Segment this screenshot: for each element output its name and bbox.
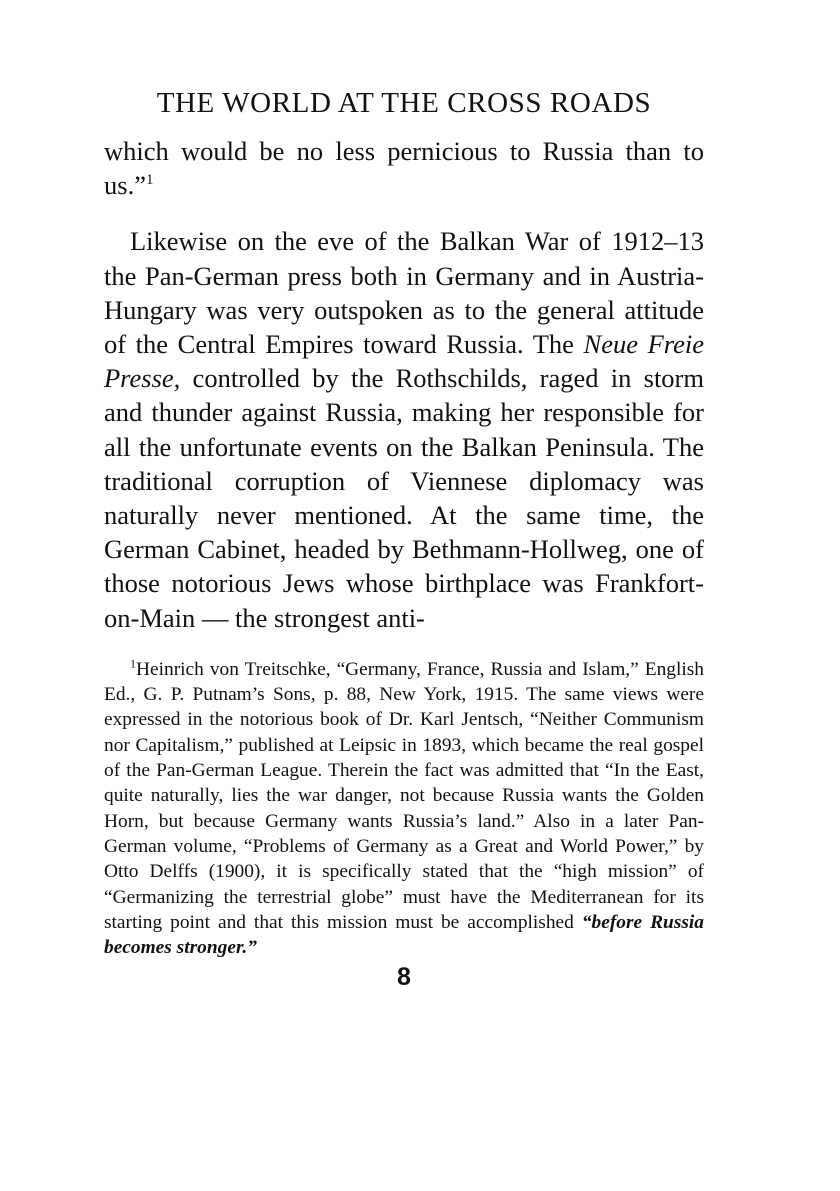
body-paragraph-continued [104,134,704,202]
footnote-text: Heinrich von Treitschke, “Germany, France, Russia and Islam,” English Ed., G. P. Putnam’s Sons, p. 88, New York, 1915. The same views were expressed in the notorious book of Dr. Karl Jentsch, “Neither Communism nor Capitalism,” published at Leipsic in 1893, which became the real gospel of the Pan-German League. Therein the fact was admitted that “In the East, quite naturally, lies the war danger, not because Russia wants the Golden Horn, but because Germany wants Russia’s land.” Also in a later Pan-German volume, “Problems of Germany as a Great and World Power,” by Otto Delffs (1900), it is specifically stated that the “high mission” of “Germanizing the terrestrial globe” must have the Mediterranean for its starting point and that this mission must be accomplished [104,658,704,933]
page-number: 8 [397,963,411,992]
footnote [104,657,704,961]
paragraph-text-continued: controlled by the Rothschilds, raged in storm and thunder against Russia, making her responsible for all the unfortunate events on the Balkan Peninsula. The traditional corruption of Viennese diplomacy was naturally never mentioned. At the same time, the German Cabinet, headed by Bethmann-Hollweg, one of those notorious Jews whose birthplace was Frankfort-on-Main — the strongest anti- [104,363,704,633]
footnote-reference: 1 [145,172,154,189]
footnote-marker: 1 [130,656,136,671]
newspaper-title: Neue Freie Presse, [104,329,704,394]
footnote-emphasis: “before Russia becomes stronger.” [104,911,704,959]
paragraph-text: Likewise on the eve of the Balkan War of 1912–13 the Pan-German press both in Germany and in Austria-Hungary was very outspoken as to the general attitude of the Central Empires toward Russia. The [104,226,704,360]
body-paragraph [104,224,704,634]
book-page [104,84,704,992]
paragraph-text: which would be no less pernicious to Russia than to us.” [104,136,704,201]
running-head: THE WORLD AT THE CROSS ROADS [156,87,652,119]
